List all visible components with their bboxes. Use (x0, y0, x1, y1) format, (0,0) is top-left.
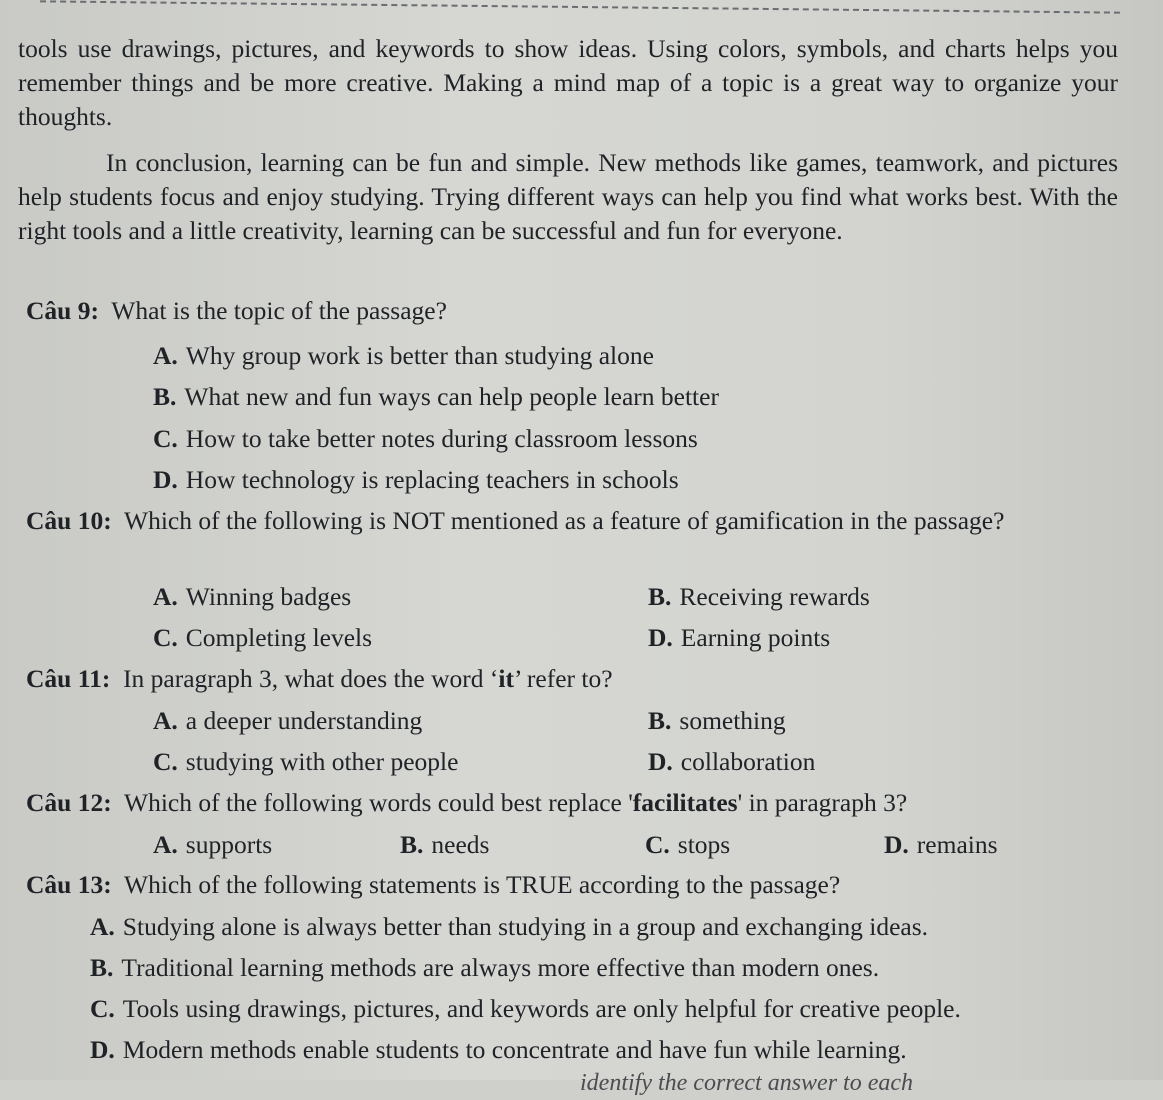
q13-option-d[interactable]: D. Modern methods enable students to concentrate and have fun while learning. (90, 1035, 907, 1064)
cut-off-next-line: identify the correct answer to each (580, 1070, 914, 1096)
q13-option-a[interactable]: A. Studying alone is always better than studying in a group and exchanging ideas. (90, 912, 929, 941)
q9-option-d[interactable]: D. How technology is replacing teachers in schools (153, 465, 679, 494)
question-12-keyword: facilitates (632, 788, 738, 817)
q11-option-d[interactable]: D. collaboration (648, 747, 816, 776)
q12-option-b[interactable]: B. needs (400, 830, 490, 859)
q13-option-c[interactable]: C. Tools using drawings, pictures, and keywords are only helpful for creative people. (90, 994, 961, 1023)
question-13-text: Which of the following statements is TRUE according to the passage? (124, 870, 841, 899)
q9-option-c[interactable]: C. How to take better notes during classroom lessons (153, 424, 698, 453)
question-12-label: Câu 12: (26, 788, 112, 817)
q10-option-b[interactable]: B. Receiving rewards (648, 582, 870, 611)
q12-option-c[interactable]: C. stops (645, 830, 731, 859)
q10-option-c[interactable]: C. Completing levels (153, 623, 373, 652)
question-11-keyword: it (498, 664, 514, 693)
question-12: Câu 12: Which of the following words could best replace 'facilitates' in paragraph 3? (26, 788, 908, 817)
q12-option-a[interactable]: A. supports (153, 830, 273, 859)
question-11: Câu 11: In paragraph 3, what does the word ‘it’ refer to? (26, 664, 613, 693)
question-11-label: Câu 11: (26, 664, 111, 693)
question-10 (26, 504, 1096, 538)
passage-paragraph-2: In conclusion, learning can be fun and simple. New methods like games, teamwork, and pictures help students focus and enjoy studying. Trying different ways can help you find what works best. With the right tools and a little creativity, learning can be successful and fun for everyone. (18, 148, 1118, 245)
q12-option-d[interactable]: D. remains (884, 830, 998, 859)
question-9 (26, 294, 447, 328)
q11-option-c[interactable]: C. studying with other people (153, 747, 459, 776)
passage-paragraph-1: tools use drawings, pictures, and keywords to show ideas. Using colors, symbols, and charts helps you remember things and be more creative. Making a mind map of a topic is a great way to organize your thoughts. (18, 34, 1118, 131)
question-10-label: Câu 10: (26, 506, 112, 535)
question-9-text: What is the topic of the passage? (111, 296, 447, 325)
q11-option-b[interactable]: B. something (648, 706, 786, 735)
top-dashed-rule (40, 0, 1120, 13)
q11-option-a[interactable]: A. a deeper understanding (153, 706, 423, 735)
q9-option-a[interactable]: A. Why group work is better than studying alone (153, 341, 654, 370)
q10-option-a[interactable]: A. Winning badges (153, 582, 352, 611)
question-13 (26, 868, 840, 902)
q10-option-d[interactable]: D. Earning points (648, 623, 831, 652)
question-13-label: Câu 13: (26, 870, 112, 899)
q9-option-b[interactable]: B. What new and fun ways can help people learn better (153, 382, 719, 411)
q13-option-b[interactable]: B. Traditional learning methods are always more effective than modern ones. (90, 953, 880, 982)
question-9-label: Câu 9: (26, 296, 99, 325)
question-10-text: Which of the following is NOT mentioned as a feature of gamification in the passage? (124, 506, 1005, 535)
